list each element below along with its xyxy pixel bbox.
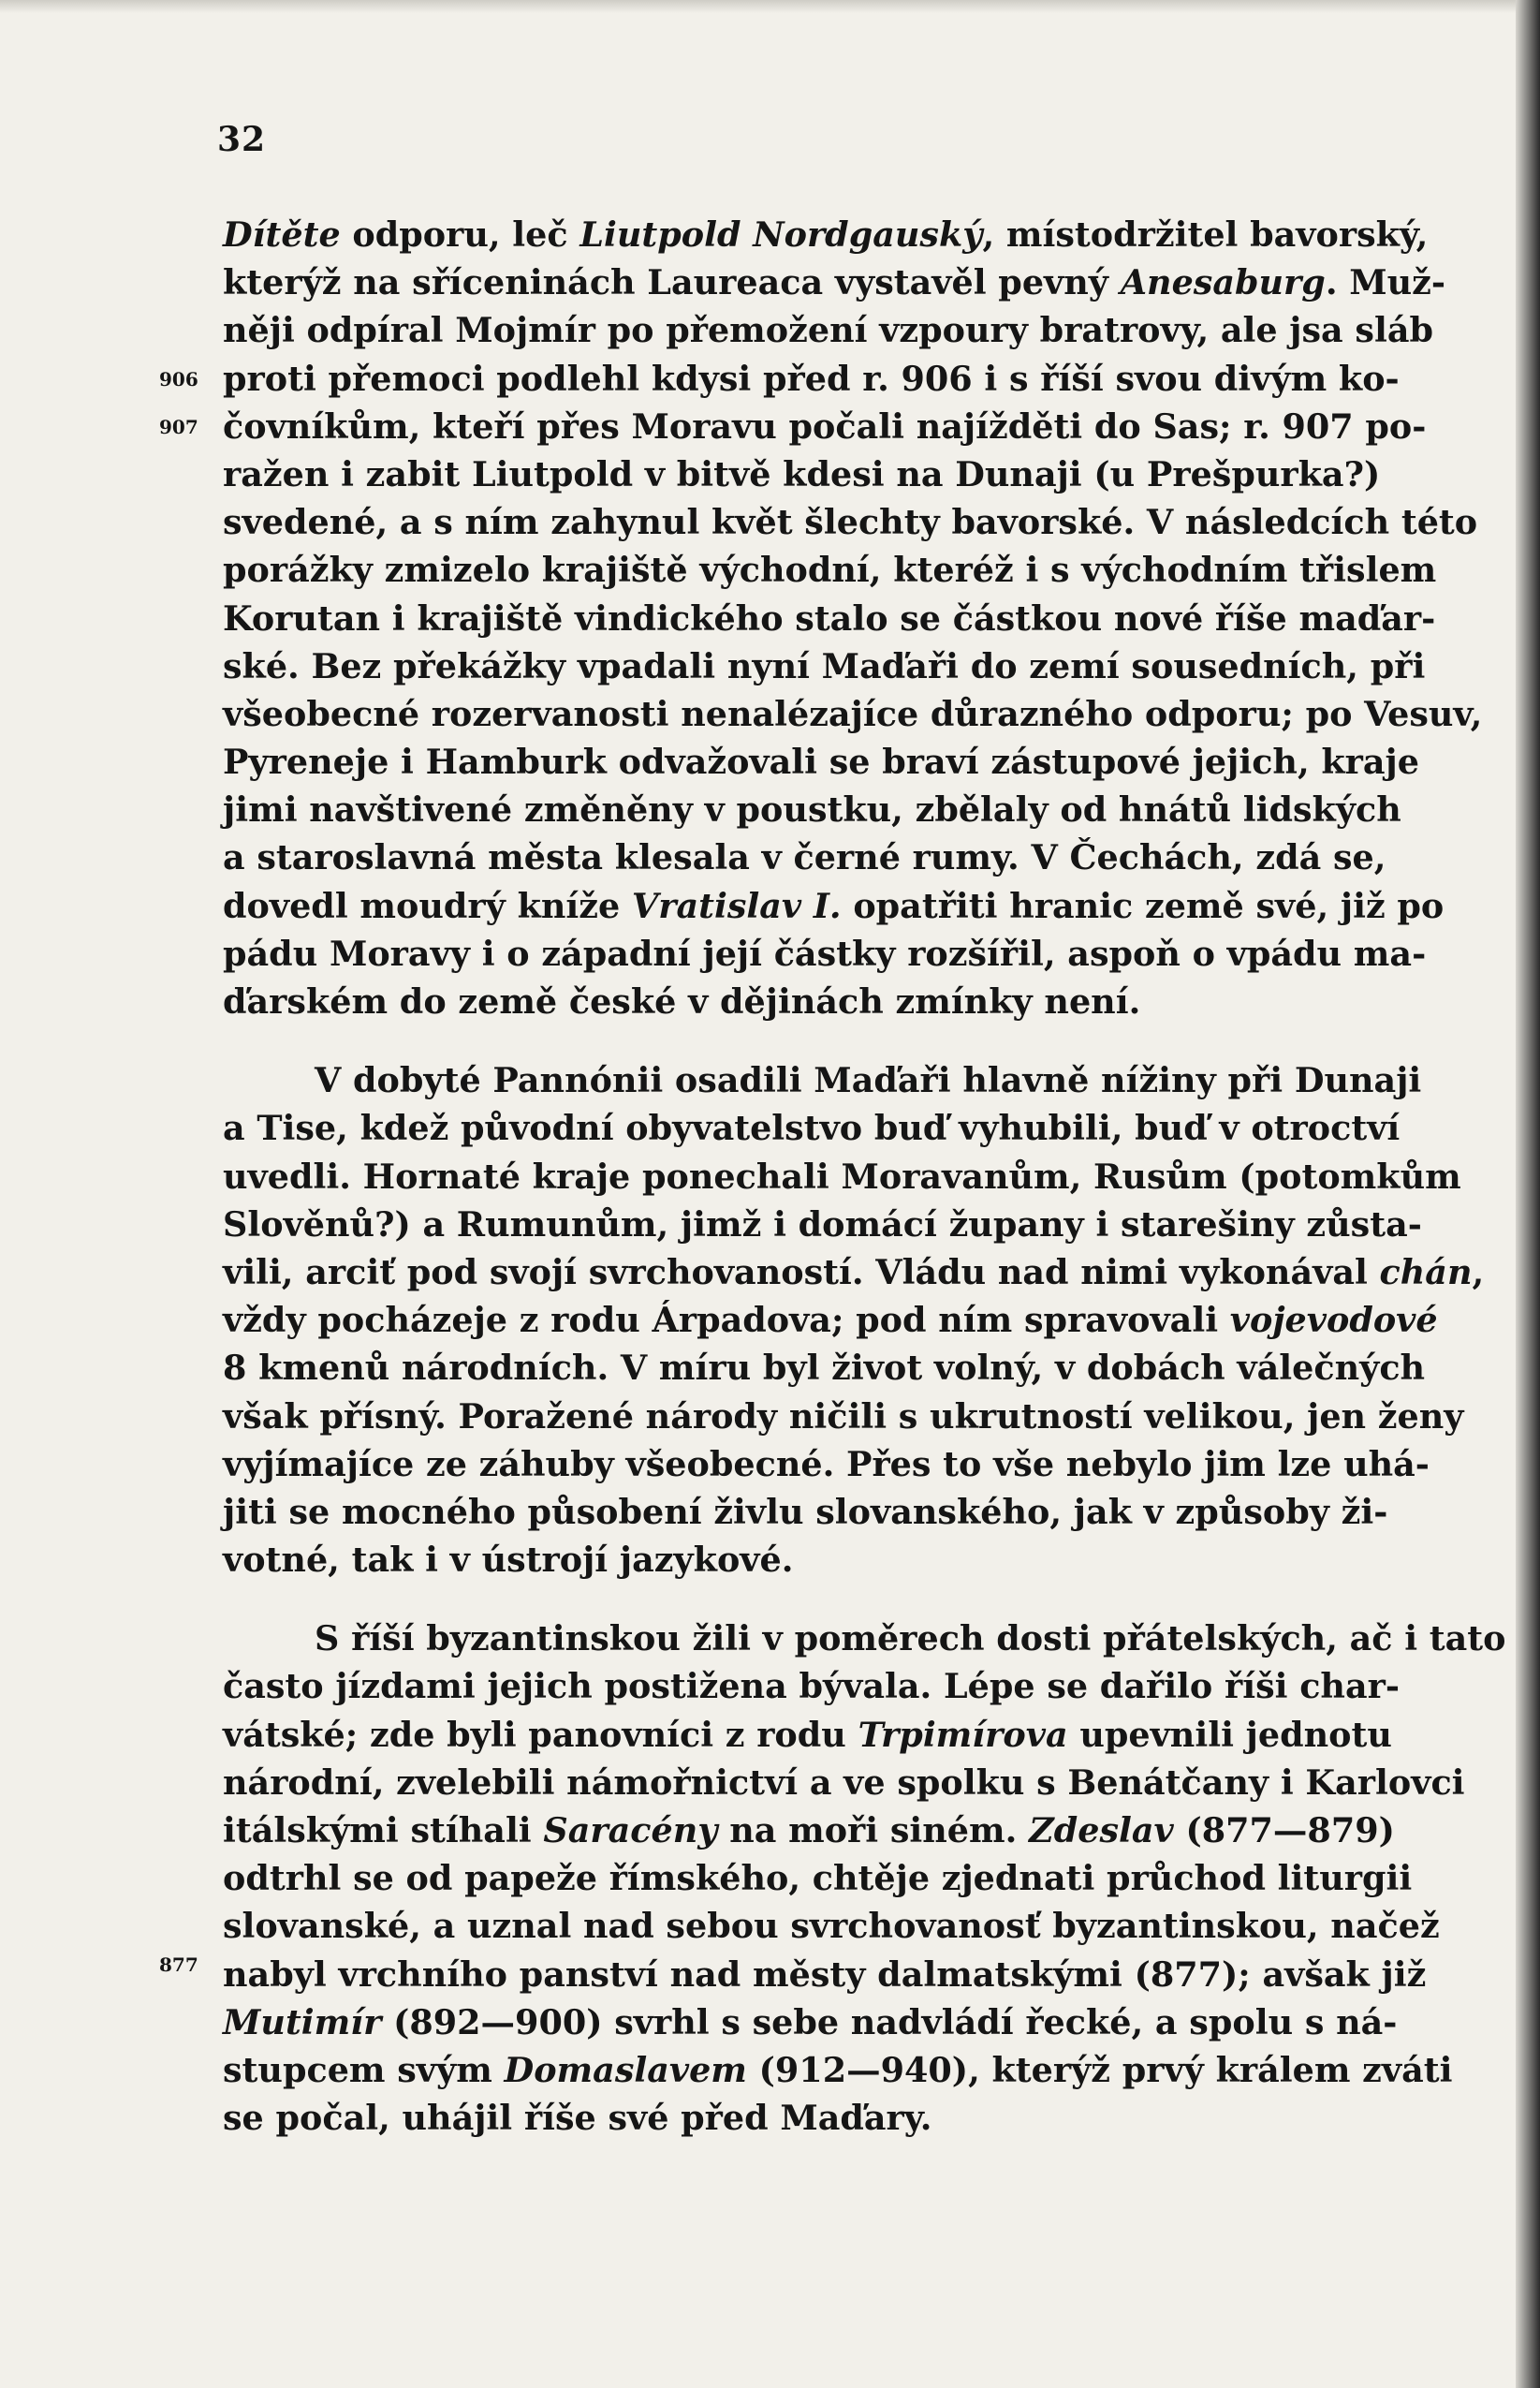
text-run: na moři siném.: [717, 1810, 1030, 1850]
text-run: slovanské, a uznal nad sebou svrchovanosť byzantinskou, načež: [223, 1906, 1440, 1947]
text-run: čovníkům, kteří přes Moravu počali najížděti do Sas; r. 907 po-: [223, 405, 1427, 447]
text-run: národní, zvelebili námořnictví a ve spolku s Benátčany i Karlovci: [223, 1762, 1465, 1803]
text-run: svedené, a s ním zahynul květ šlechty bavorské. V následcích této: [223, 502, 1478, 543]
text-run: se počal, uhájil říše své před Maďary.: [223, 2098, 932, 2139]
text-line: [223, 1153, 1461, 1201]
italic-term: Dítěte: [223, 214, 341, 255]
text-line: [223, 2094, 1380, 2142]
text-run: ,: [1472, 1251, 1485, 1292]
text-run: vili, arciť pod svojí svrchovaností. Vládu nad nimi vykonával: [223, 1251, 1380, 1292]
text-run: Korutan i krajiště vindického stalo se částkou nové říše maďar-: [223, 597, 1436, 639]
text-run: vždy pocházeje z rodu Árpadova; pod ním spravovali: [223, 1300, 1230, 1341]
italic-term: chán: [1379, 1251, 1473, 1292]
italic-term: vojevodové: [1229, 1300, 1438, 1341]
text-run: vyjímajíce ze záhuby všeobecné. Přes to vše nebylo jim lze uhá-: [223, 1443, 1430, 1484]
text-line: [223, 1344, 1426, 1392]
text-line: [223, 355, 1400, 403]
text-run: Pyreneje i Hamburk odvažovali se braví zástupové jejich, kraje: [223, 742, 1419, 783]
text-run: odporu, leč: [340, 214, 580, 255]
text-line: [223, 978, 1380, 1025]
text-line: [223, 1440, 1430, 1488]
text-run: itálskými stíhali: [223, 1810, 544, 1850]
text-line: [223, 642, 1426, 690]
text-run: (877—879): [1173, 1810, 1395, 1850]
italic-term: Liutpold Nordgauský: [579, 214, 983, 255]
margin-year-906: 906: [159, 368, 198, 391]
text-run: často jízdami jejich postižena bývala. Lépe se dařilo říši char-: [223, 1666, 1400, 1707]
text-line: [223, 930, 1427, 978]
body-text: [223, 211, 1506, 2142]
text-run: kterýž na sříceninách Laureaca vystavěl pevný: [223, 262, 1121, 303]
text-line: [223, 882, 1445, 930]
text-line: [223, 1998, 1398, 2046]
text-line: [223, 498, 1478, 546]
text-line: [223, 1711, 1392, 1759]
text-run: uvedli. Hornaté kraje ponechali Moravanům, Rusům (potomkům: [223, 1156, 1461, 1197]
text-run: ské. Bez překážky vpadali nyní Maďaři do zemí sousedních, při: [223, 645, 1426, 686]
text-run: dovedl moudrý kníže: [223, 885, 632, 926]
text-run: všeobecné rozervanosti nenalézajíce důrazného odporu; po Vesuv,: [223, 693, 1483, 734]
text-line: [223, 1201, 1422, 1248]
page-number: 32: [217, 120, 267, 159]
text-run: Slověnů?) a Rumunům, jimž i domácí župany i starešiny zůsta-: [223, 1203, 1422, 1245]
text-run: (912—940), kterýž prvý králem zváti: [746, 2049, 1453, 2090]
text-line: [223, 690, 1483, 738]
text-run: opatřiti hranic země své, již po: [841, 885, 1445, 926]
italic-term: Zdeslav: [1029, 1810, 1174, 1850]
text-line: [223, 786, 1401, 833]
text-line: [223, 833, 1386, 881]
text-run: jiti se mocného působení živlu slovanského, jak v způsoby ži-: [223, 1491, 1388, 1532]
text-line: [223, 595, 1436, 642]
text-run: votné, tak i v ústrojí jazykové.: [223, 1540, 794, 1581]
text-line: [223, 258, 1446, 306]
text-line: [223, 1488, 1388, 1536]
text-line: [223, 1662, 1400, 1710]
text-line: [223, 1104, 1401, 1152]
text-line: [223, 1248, 1485, 1296]
text-line: [223, 1854, 1413, 1902]
text-run: však přísný. Poražené národy ničili s ukrutností velikou, jen ženy: [223, 1395, 1464, 1437]
text-run: V dobyté Pannónii osadili Maďaři hlavně nížiny při Dunaji: [315, 1060, 1422, 1101]
text-line: [223, 1759, 1465, 1806]
text-line: [223, 1393, 1464, 1440]
text-line: [223, 1296, 1438, 1344]
italic-term: Anesaburg: [1120, 262, 1326, 303]
text-line: [223, 1951, 1427, 1998]
text-run: ražen i zabit Liutpold v bitvě kdesi na Dunaji (u Prešpurka?): [223, 453, 1381, 494]
text-line: [223, 450, 1380, 498]
text-run: jimi navštivené změněny v poustku, zbělaly od hnátů lidských: [223, 789, 1401, 831]
text-run: něji odpíral Mojmír po přemožení vzpoury bratrovy, ale jsa sláb: [223, 310, 1434, 351]
paragraph-gap: [223, 1025, 1380, 1056]
text-line: [223, 1536, 1380, 1584]
text-run: odtrhl se od papeže římského, chtěje zjednati průchod liturgii: [223, 1858, 1413, 1899]
text-line: [223, 403, 1427, 450]
text-run: a Tise, kdež původní obyvatelstvo buď vyhubili, buď v otroctví: [223, 1108, 1401, 1149]
text-run: . Muž-: [1325, 262, 1446, 303]
page-binding-edge: [1516, 0, 1540, 2388]
text-run: proti přemoci podlehl kdysi před r. 906 i s říší svou divým ko-: [223, 358, 1400, 399]
text-line: [223, 1056, 1422, 1104]
text-run: pádu Moravy i o západní její částky rozšířil, aspoň o vpádu ma-: [223, 933, 1427, 974]
text-run: 8 kmenů národních. V míru byl život volný, v dobách válečných: [223, 1348, 1426, 1389]
text-run: a staroslavná města klesala v černé rumy. V Čechách, zdá se,: [223, 837, 1386, 878]
text-run: nabyl vrchního panství nad městy dalmatskými (877); avšak již: [223, 1953, 1427, 1995]
text-run: , místodržitel bavorský,: [982, 214, 1429, 255]
text-run: upevnili jednotu: [1067, 1714, 1392, 1755]
italic-term: Domaslavem: [504, 2049, 747, 2090]
text-line: [223, 546, 1437, 594]
text-run: porážky zmizelo krajiště východní, kteréž i s východním třislem: [223, 550, 1437, 591]
text-line: [223, 306, 1434, 354]
margin-year-877: 877: [159, 1953, 198, 1976]
page-top-edge: [0, 0, 1540, 13]
text-line: [223, 1902, 1440, 1950]
text-run: (892—900) svrhl s sebe nadvládí řecké, a spolu s ná-: [381, 2001, 1398, 2042]
text-line: [223, 738, 1419, 786]
text-run: stupcem svým: [223, 2049, 505, 2090]
text-line: [223, 211, 1429, 258]
text-run: ďarském do země české v dějinách zmínky není.: [223, 981, 1141, 1022]
paragraph-gap: [223, 1584, 1380, 1614]
italic-term: Saracény: [543, 1810, 718, 1850]
text-run: S říší byzantinskou žili v poměrech dosti přátelských, ač i tato: [315, 1618, 1506, 1659]
italic-term: Mutimír: [223, 2001, 382, 2042]
italic-term: Vratislav I.: [631, 885, 842, 926]
margin-year-907: 907: [159, 416, 198, 438]
text-line: [223, 1806, 1395, 1854]
text-line: [223, 2046, 1453, 2094]
text-run: vátské; zde byli panovníci z rodu: [223, 1714, 858, 1755]
italic-term: Trpimírova: [858, 1714, 1068, 1755]
text-line: [223, 1614, 1506, 1662]
